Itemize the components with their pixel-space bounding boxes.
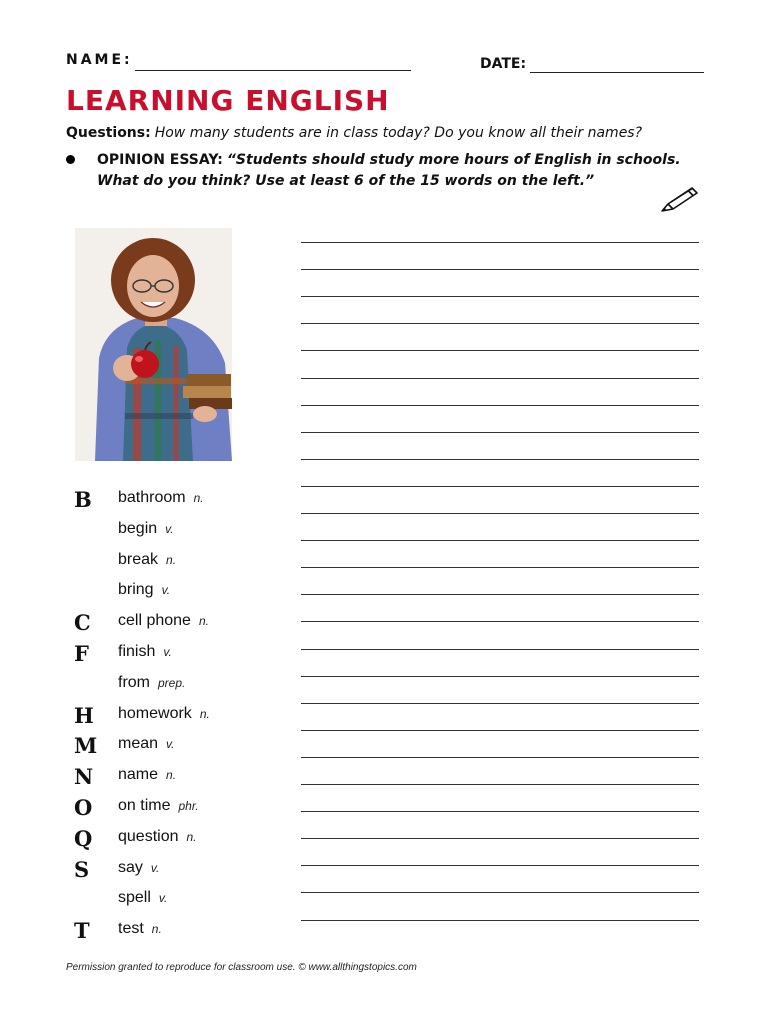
writing-line[interactable] <box>301 432 699 433</box>
word-list-item <box>74 920 274 950</box>
alphabet-letter: S <box>74 856 90 882</box>
vocabulary-entry <box>118 828 197 846</box>
part-of-speech: prep. <box>158 675 186 690</box>
vocabulary-word: question <box>118 827 179 845</box>
questions-text: How many students are in class today? Do you know all their names? <box>154 125 643 141</box>
vocabulary-word: from <box>118 673 150 691</box>
alphabet-letter: B <box>74 487 92 512</box>
writing-line[interactable] <box>301 865 699 866</box>
part-of-speech: n. <box>166 552 177 567</box>
vocabulary-word: bring <box>118 581 154 599</box>
part-of-speech: v. <box>163 645 172 659</box>
writing-line[interactable] <box>301 594 699 595</box>
essay-label: OPINION ESSAY: <box>97 152 223 168</box>
vocabulary-entry <box>118 489 204 507</box>
vocabulary-word: break <box>118 550 159 568</box>
vocabulary-entry <box>118 520 174 538</box>
vocabulary-entry <box>118 797 199 815</box>
vocabulary-entry <box>118 551 176 569</box>
date-field-line[interactable] <box>530 72 704 73</box>
vocabulary-word: mean <box>118 735 159 753</box>
name-label: NAME: <box>66 52 133 68</box>
writing-line[interactable] <box>301 296 699 297</box>
writing-line[interactable] <box>301 838 699 839</box>
writing-line[interactable] <box>301 892 699 893</box>
word-list-item <box>74 735 274 765</box>
writing-line[interactable] <box>301 269 699 270</box>
writing-line[interactable] <box>301 920 699 921</box>
word-list-item <box>74 766 274 796</box>
questions-label: Questions: <box>66 125 151 141</box>
writing-line[interactable] <box>301 649 699 650</box>
vocabulary-entry <box>118 581 170 599</box>
permission-footer: Permission granted to reproduce for classroom use. © www.allthingstopics.com <box>66 962 417 973</box>
word-list-item <box>74 856 274 889</box>
word-list-item <box>74 797 274 827</box>
vocabulary-word: spell <box>118 889 151 907</box>
vocabulary-word: homework <box>118 704 192 722</box>
vocabulary-entry <box>118 705 210 723</box>
essay-prompt: “Students should study more hours of English in schools. What do you think? Use at least 6 of the 15 words on the left.” <box>97 152 681 189</box>
vocabulary-entry <box>118 612 209 630</box>
vocabulary-entry <box>118 859 159 877</box>
part-of-speech: n. <box>166 768 177 783</box>
word-list-item <box>74 825 274 858</box>
part-of-speech: v. <box>150 860 160 875</box>
writing-line[interactable] <box>301 676 699 677</box>
questions-line <box>66 125 642 141</box>
writing-line[interactable] <box>301 621 699 622</box>
alphabet-letter: H <box>74 702 94 728</box>
pencil-icon <box>658 184 700 214</box>
writing-line[interactable] <box>301 350 699 351</box>
teacher-photo <box>75 228 232 461</box>
vocabulary-entry <box>118 920 162 938</box>
bullet-icon <box>66 155 75 164</box>
alphabet-letter: F <box>74 641 89 666</box>
writing-line[interactable] <box>301 378 699 379</box>
part-of-speech: n. <box>151 922 162 937</box>
part-of-speech: n. <box>186 829 197 844</box>
word-list-item <box>74 612 274 642</box>
writing-line[interactable] <box>301 459 699 460</box>
writing-line[interactable] <box>301 703 699 704</box>
vocabulary-word: finish <box>118 643 156 660</box>
vocabulary-word: cell phone <box>118 612 191 630</box>
part-of-speech: v. <box>158 891 168 906</box>
writing-line[interactable] <box>301 323 699 324</box>
writing-line[interactable] <box>301 242 699 243</box>
essay-instructions <box>97 150 707 192</box>
writing-line[interactable] <box>301 540 699 541</box>
part-of-speech: n. <box>198 614 209 629</box>
word-list-item <box>74 551 274 581</box>
vocabulary-entry <box>118 766 176 784</box>
writing-line[interactable] <box>301 757 699 758</box>
writing-line[interactable] <box>301 811 699 812</box>
vocabulary-word: test <box>118 920 144 938</box>
vocabulary-word: say <box>118 858 143 876</box>
part-of-speech: v. <box>161 583 171 598</box>
vocabulary-entry <box>118 735 174 753</box>
word-list-item <box>74 702 274 735</box>
word-list-item <box>74 674 274 704</box>
alphabet-letter: N <box>74 764 94 790</box>
word-list-item <box>74 489 274 519</box>
part-of-speech: n. <box>193 491 204 505</box>
vocabulary-entry <box>118 643 172 661</box>
word-list-item <box>74 520 274 550</box>
vocabulary-word: on time <box>118 797 171 814</box>
writing-line[interactable] <box>301 486 699 487</box>
writing-line[interactable] <box>301 513 699 514</box>
alphabet-letter: Q <box>74 825 93 851</box>
vocabulary-entry <box>118 674 185 692</box>
writing-line[interactable] <box>301 784 699 785</box>
part-of-speech: n. <box>199 706 210 721</box>
writing-line[interactable] <box>301 730 699 731</box>
vocabulary-entry <box>118 889 167 907</box>
date-label: DATE: <box>480 56 527 72</box>
alphabet-letter: M <box>74 733 98 759</box>
writing-line[interactable] <box>301 405 699 406</box>
word-list-item <box>74 889 274 919</box>
vocabulary-word: bathroom <box>118 489 186 506</box>
alphabet-letter: C <box>74 610 91 636</box>
part-of-speech: phr. <box>178 799 199 813</box>
writing-line[interactable] <box>301 567 699 568</box>
alphabet-letter: T <box>74 918 90 944</box>
part-of-speech: v. <box>165 521 174 536</box>
vocabulary-word: name <box>118 766 159 784</box>
word-list-item <box>74 581 274 611</box>
name-field-line[interactable] <box>135 70 411 71</box>
part-of-speech: v. <box>166 737 175 752</box>
worksheet-title: LEARNING ENGLISH <box>66 84 390 117</box>
vocabulary-word: begin <box>118 519 158 537</box>
word-list-item <box>74 643 274 673</box>
alphabet-letter: O <box>74 795 93 820</box>
